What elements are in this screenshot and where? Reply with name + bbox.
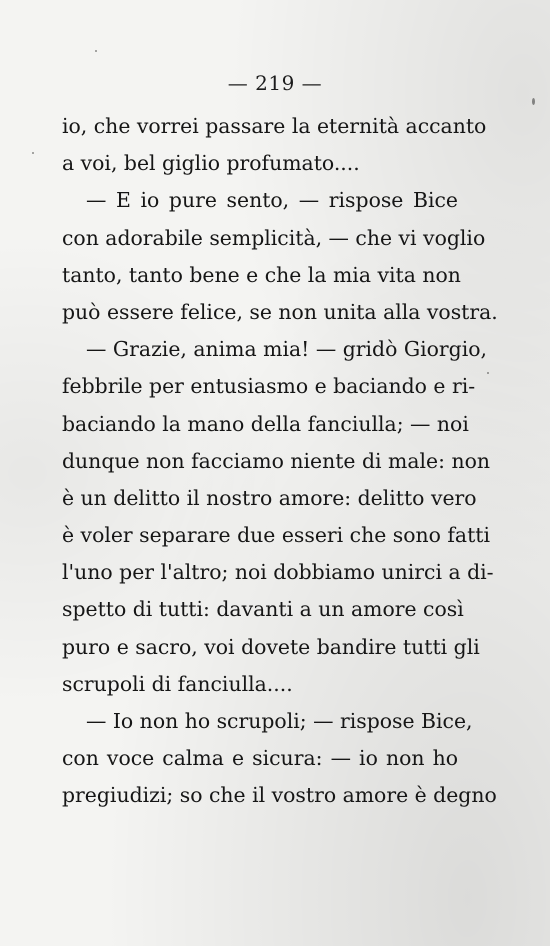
text-line: scrupoli di fanciulla.... xyxy=(62,671,293,696)
text-line: tanto, tanto bene e che la mia vita non xyxy=(62,262,461,287)
text-line: a voi, bel giglio profumato.... xyxy=(62,151,360,176)
paper-speck xyxy=(32,152,34,154)
text-line: è voler separare due esseri che sono fatti xyxy=(62,523,490,548)
text-line: baciando la mano della fanciulla; — noi xyxy=(62,411,469,436)
text-line: — Io non ho scrupoli; — rispose Bice, xyxy=(86,709,473,733)
text-line: con adorabile semplicità, — che vi voglio xyxy=(62,225,486,250)
text-line: io, che vorrei passare la eternità accanto xyxy=(62,114,487,138)
body-text xyxy=(62,108,498,815)
text-line: puro e sacro, voi dovete bandire tutti gli xyxy=(62,634,480,659)
paper-speck xyxy=(487,372,489,374)
text-line: febbrile per entusiasmo e baciando e ri- xyxy=(62,374,476,399)
text-line: può essere felice, se non unita alla vostra. xyxy=(62,299,498,324)
text-line: l'uno per l'altro; noi dobbiamo unirci a di- xyxy=(62,560,494,585)
text-line: — Grazie, anima mia! — gridò Giorgio, xyxy=(86,337,488,362)
text-line: — E io pure sento, — rispose Bice xyxy=(86,188,458,213)
paper-speck xyxy=(95,50,97,52)
text-line: con voce calma e sicura: — io non ho xyxy=(62,746,458,771)
page-number: — 219 — xyxy=(227,71,323,95)
text-line: è un delitto il nostro amore: delitto vero xyxy=(62,485,477,510)
text-line: spetto di tutti: davanti a un amore così xyxy=(62,597,464,622)
text-line: pregiudizi; so che il vostro amore è degno xyxy=(62,783,497,808)
text-line: dunque non facciamo niente di male: non xyxy=(62,448,491,473)
paper-speck xyxy=(532,98,535,105)
